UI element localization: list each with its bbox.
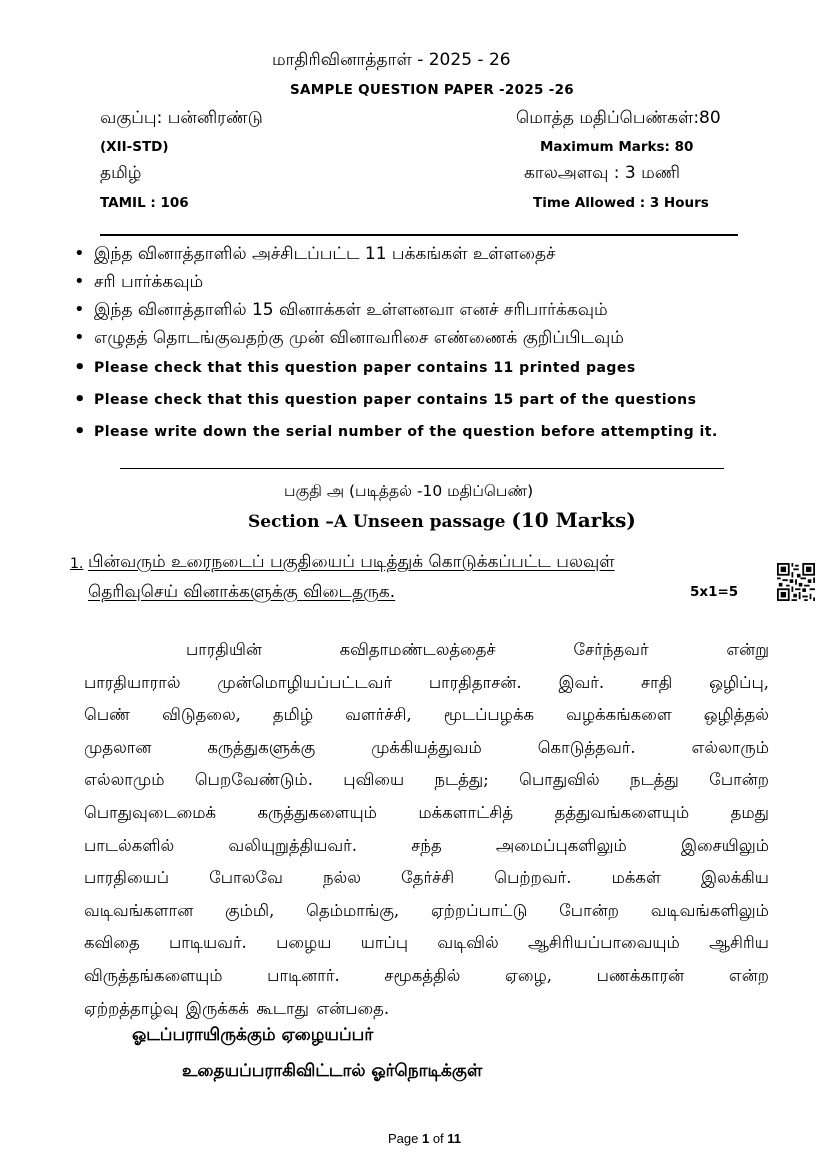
passage-word: இசையிலும் xyxy=(680,835,769,855)
passage-word: மூடப்பழக்க xyxy=(443,705,535,725)
passage-word: போலவே xyxy=(209,868,283,888)
passage-word: பாரதிதாசன். xyxy=(428,672,522,692)
passage-line xyxy=(84,830,769,863)
passage-word: பொதுவுடைமைக் xyxy=(84,802,217,822)
passage-word: புவியை xyxy=(343,770,405,790)
passage-word: வலியுறுத்தியவர். xyxy=(228,835,358,855)
passage-word: தேர்ச்சி xyxy=(401,868,455,888)
passage-word: எல்லாமும் xyxy=(84,770,165,790)
passage-word: கருத்துகளையும் xyxy=(257,802,377,822)
section-marks: (10 Marks) xyxy=(511,508,636,532)
passage-word: பழைய xyxy=(276,933,332,953)
passage-word: நடத்து xyxy=(630,770,679,790)
instruction-item: • Please write down the serial number of the question before attempting it. xyxy=(72,416,782,448)
passage-word: கும்மி, xyxy=(225,900,275,920)
passage-word: ஒழித்தல் xyxy=(703,705,769,725)
time-english: Time Allowed : 3 Hours xyxy=(533,195,709,211)
passage-word: விருத்தங்களையும் xyxy=(84,965,223,985)
passage-word: பாடினார். xyxy=(267,965,340,985)
passage-word: என்று xyxy=(726,640,769,659)
instruction-item: • Please check that this question paper contains 11 printed pages xyxy=(72,352,782,384)
passage-word: கூடாது xyxy=(256,998,309,1018)
header-divider xyxy=(100,234,738,236)
passage-word: போன்ற xyxy=(559,900,619,920)
passage-word: என்ற xyxy=(728,965,769,985)
passage-word: அமைப்புகளிலும் xyxy=(495,835,627,855)
passage-word: மக்கள் xyxy=(611,868,661,888)
passage-word: விடுதலை, xyxy=(162,705,241,725)
passage-line xyxy=(84,960,769,993)
passage-line xyxy=(84,895,769,928)
passage-line xyxy=(84,993,769,1026)
time-tamil: காலஅளவு : 3 மணி xyxy=(524,163,681,183)
instructions-list xyxy=(72,240,782,448)
passage xyxy=(84,634,769,1025)
passage-word: ஏழை, xyxy=(504,965,552,985)
class-english: (XII-STD) xyxy=(100,139,169,155)
passage-word: தமிழ் xyxy=(272,705,314,725)
section-divider xyxy=(120,468,724,469)
passage-line xyxy=(84,634,769,667)
passage-line xyxy=(84,732,769,765)
passage-word: ஆசிரிய xyxy=(709,933,769,953)
page-footer xyxy=(388,1131,461,1146)
passage-word: சந்த xyxy=(411,835,442,855)
passage-word: தத்துவங்களையும் xyxy=(554,802,690,822)
passage-line xyxy=(84,667,769,700)
passage-word: மக்களாட்சித் xyxy=(418,802,514,822)
passage-word: இருக்கக் xyxy=(185,998,249,1018)
instruction-item: • Please check that this question paper contains 15 part of the questions xyxy=(72,384,782,416)
passage-word: என்பதை. xyxy=(316,998,390,1018)
passage-line xyxy=(84,862,769,895)
class-tamil: வகுப்பு: பன்னிரண்டு xyxy=(100,108,263,128)
instruction-item: • இந்த வினாத்தாளில் 15 வினாக்கள் உள்ளனவா எனச் சரிபார்க்கவும் xyxy=(72,296,782,324)
passage-word: இலக்கிய xyxy=(700,868,769,888)
passage-word: சேர்ந்தவர் xyxy=(573,640,649,659)
passage-word: வடிவங்களான xyxy=(84,900,194,920)
passage-word: கவிதாமண்டலத்தைச் xyxy=(339,640,496,659)
passage-word: பணக்காரன் xyxy=(596,965,685,985)
instruction-item: • எழுதத் தொடங்குவதற்கு முன் வினாவரிசை எண்ணைக் குறிப்பிடவும் xyxy=(72,324,782,352)
question-text-line1: பின்வரும் உரைநடைப் பகுதியைப் படித்துக் கொடுக்கப்பட்ட பலவுள் xyxy=(88,552,615,572)
section-title-text: Section –A Unseen passage xyxy=(248,512,512,532)
passage-word: கொடுத்தவர். xyxy=(537,737,636,757)
passage-word: இவர். xyxy=(558,672,605,692)
passage-word: சாதி xyxy=(640,672,673,692)
passage-word: ஏற்றத்தாழ்வு xyxy=(84,998,179,1018)
paper-title-tamil: மாதிரிவினாத்தாள் - 2025 - 26 xyxy=(272,50,511,70)
subject-tamil: தமிழ் xyxy=(100,163,142,183)
passage-word: நல்ல xyxy=(322,868,361,888)
paper-title-english: SAMPLE QUESTION PAPER -2025 -26 xyxy=(290,82,574,98)
verse-line2: உதையப்பராகிவிட்டால் ஓர்நொடிக்குள் xyxy=(182,1061,483,1081)
footer-prefix: Page xyxy=(388,1131,422,1146)
passage-word: தெம்மாங்கு, xyxy=(306,900,400,920)
passage-word: பாடல்களில் xyxy=(84,835,175,855)
passage-word: பாரதியாரால் xyxy=(84,672,181,692)
passage-word: பாரதியின் xyxy=(186,640,262,659)
passage-word: வடிவங்களிலும் xyxy=(650,900,769,920)
passage-line xyxy=(84,699,769,732)
total-pages: 11 xyxy=(447,1131,462,1146)
passage-word: பெண் xyxy=(84,705,131,725)
instruction-item: • சரி பார்க்கவும் xyxy=(72,268,782,296)
subject-english: TAMIL : 106 xyxy=(100,195,189,211)
verse-line1: ஓடப்பராயிருக்கும் ஏழையப்பர் xyxy=(132,1025,374,1045)
passage-line xyxy=(84,927,769,960)
footer-of: of xyxy=(429,1131,448,1146)
max-marks-tamil: மொத்த மதிப்பெண்கள்:80 xyxy=(516,108,721,128)
passage-line xyxy=(84,764,769,797)
passage-word: பாடியவர். xyxy=(168,933,247,953)
question-text-line2: தெரிவுசெய் வினாக்களுக்கு விடைதருக. xyxy=(88,582,396,602)
passage-word: ஏற்றப்பாட்டு xyxy=(430,900,528,920)
passage-word: கருத்துகளுக்கு xyxy=(207,737,316,757)
passage-word: வடிவில் xyxy=(437,933,499,953)
question-marks: 5x1=5 xyxy=(690,584,739,600)
passage-word: ஒழிப்பு, xyxy=(709,672,769,692)
passage-word: பெற்றவர். xyxy=(494,868,572,888)
passage-word: முக்கியத்துவம் xyxy=(371,737,482,757)
passage-word: பாரதியைப் xyxy=(84,868,169,888)
passage-word: யாப்பு xyxy=(360,933,409,953)
passage-word: எல்லாரும் xyxy=(691,737,769,757)
passage-word: முன்மொழியப்பட்டவர் xyxy=(217,672,393,692)
qr-code-icon xyxy=(777,563,815,601)
passage-word: போன்ற xyxy=(709,770,769,790)
max-marks-english: Maximum Marks: 80 xyxy=(540,139,694,155)
passage-word: தமது xyxy=(730,802,769,822)
passage-word: கவிதை xyxy=(84,933,140,953)
passage-word: வளர்ச்சி, xyxy=(345,705,412,725)
passage-line xyxy=(84,797,769,830)
passage-word: முதலான xyxy=(84,737,152,757)
section-title-english xyxy=(248,508,636,532)
question-number: 1. xyxy=(70,556,84,572)
passage-word: பெறவேண்டும். xyxy=(194,770,313,790)
passage-word: ஆசிரியப்பாவையும் xyxy=(528,933,680,953)
passage-word: நடத்து; xyxy=(434,770,489,790)
passage-word: வழக்கங்களை xyxy=(566,705,672,725)
passage-word: சமூகத்தில் xyxy=(384,965,461,985)
current-page: 1 xyxy=(421,1131,430,1146)
instruction-item: • இந்த வினாத்தாளில் அச்சிடப்பட்ட 11 பக்கங்கள் உள்ளதைச் xyxy=(72,240,782,268)
section-title-tamil: பகுதி அ (படித்தல் -10 மதிப்பெண்) xyxy=(284,482,534,500)
passage-word: பொதுவில் xyxy=(519,770,600,790)
